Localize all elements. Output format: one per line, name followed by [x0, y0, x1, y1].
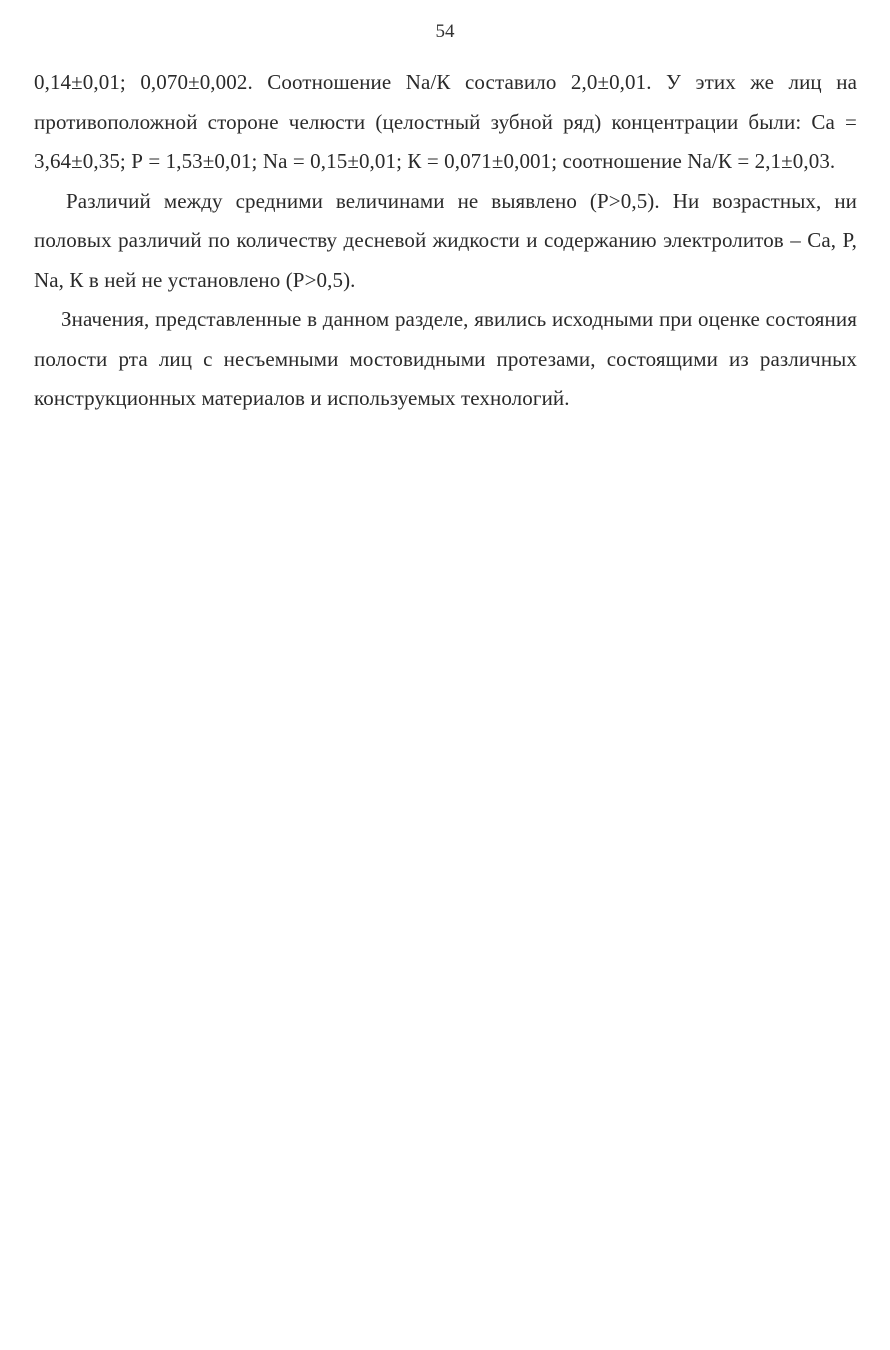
page-number: 54	[435, 21, 455, 42]
paragraph-continuation: 0,14±0,01; 0,070±0,002. Соотношение Na/К составило 2,0±0,01. У этих же лиц на противоположной стороне челюсти (целостный зубной ряд) концентрации были: Ca = 3,64±0,35; Р = 1,53±0,01; Na = 0,15±0,01; К = 0,071±0,001; соотношение Na/К = 2,1±0,03.	[34, 70, 857, 173]
body-text	[34, 63, 857, 419]
paragraph-no-differences: Различий между средними величинами не выявлено (Р>0,5). Ни возрастных, ни половых различий по количеству десневой жидкости и содержанию электролитов – Са, Р, Na, К в ней не установлено (Р>0,5).	[34, 188, 857, 292]
paragraph-conclusion: Значения, представленные в данном разделе, явились исходными при оценке состояния полости рта лиц с несъемными мостовидными протезами, состоящими из различных конструкционных материалов и используемых технологий.	[34, 307, 857, 410]
